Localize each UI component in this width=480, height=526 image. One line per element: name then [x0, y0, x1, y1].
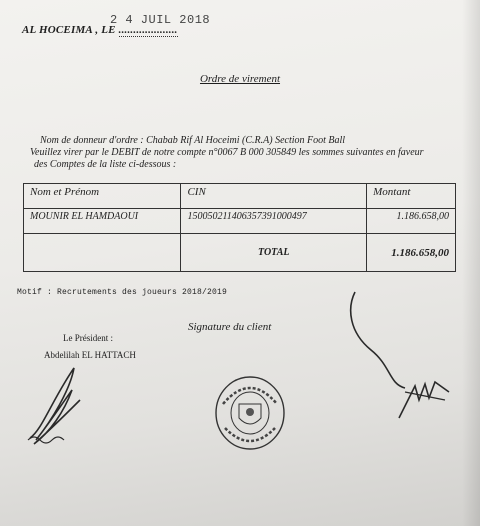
total-label: TOTAL — [181, 234, 367, 272]
body-line-1: Nom de donneur d'ordre : Chabab Rif Al Hoceimi (C.R.A) Section Foot Ball — [40, 135, 346, 146]
cell-name: MOUNIR EL HAMDAOUI — [24, 209, 181, 234]
cell-amount: 1.186.658,00 — [367, 209, 456, 234]
club-seal-icon — [213, 374, 287, 452]
date-dots: .................... — [118, 24, 178, 36]
transfer-table — [23, 183, 456, 272]
city-date-line — [22, 24, 178, 36]
cell-cin: 15005021140635739100049​7 — [181, 209, 367, 234]
table-header-row — [24, 184, 456, 209]
body-line-3: des Comptes de la liste ci-dessous : — [34, 159, 177, 170]
body-line-2: Veuillez virer par le DEBIT de notre compte n°0067 B 000 305849 les sommes suivantes en faveur — [30, 147, 424, 158]
date-stamp: 2 4 JUIL 2018 — [110, 13, 211, 27]
header-name: Nom et Prénom — [24, 184, 181, 209]
body-text — [30, 135, 470, 171]
signature-client-label: Signature du client — [188, 321, 272, 333]
total-row — [24, 234, 456, 272]
total-value: 1.186.658,00 — [367, 234, 456, 272]
president-name: Abdelilah EL HATTACH — [44, 350, 136, 360]
table-row — [24, 209, 456, 234]
header-cin: CIN — [181, 184, 367, 209]
header-amount: Montant — [367, 184, 456, 209]
cell-empty — [24, 234, 181, 272]
client-signature — [345, 288, 455, 428]
city-label: AL HOCEIMA , LE — [22, 24, 119, 36]
president-signature — [22, 360, 92, 450]
motif-line: Motif : Recrutements des joueurs 2018/2019 — [17, 288, 228, 297]
document-title: Ordre de virement — [199, 73, 281, 85]
president-title: Le Président : — [63, 333, 113, 343]
